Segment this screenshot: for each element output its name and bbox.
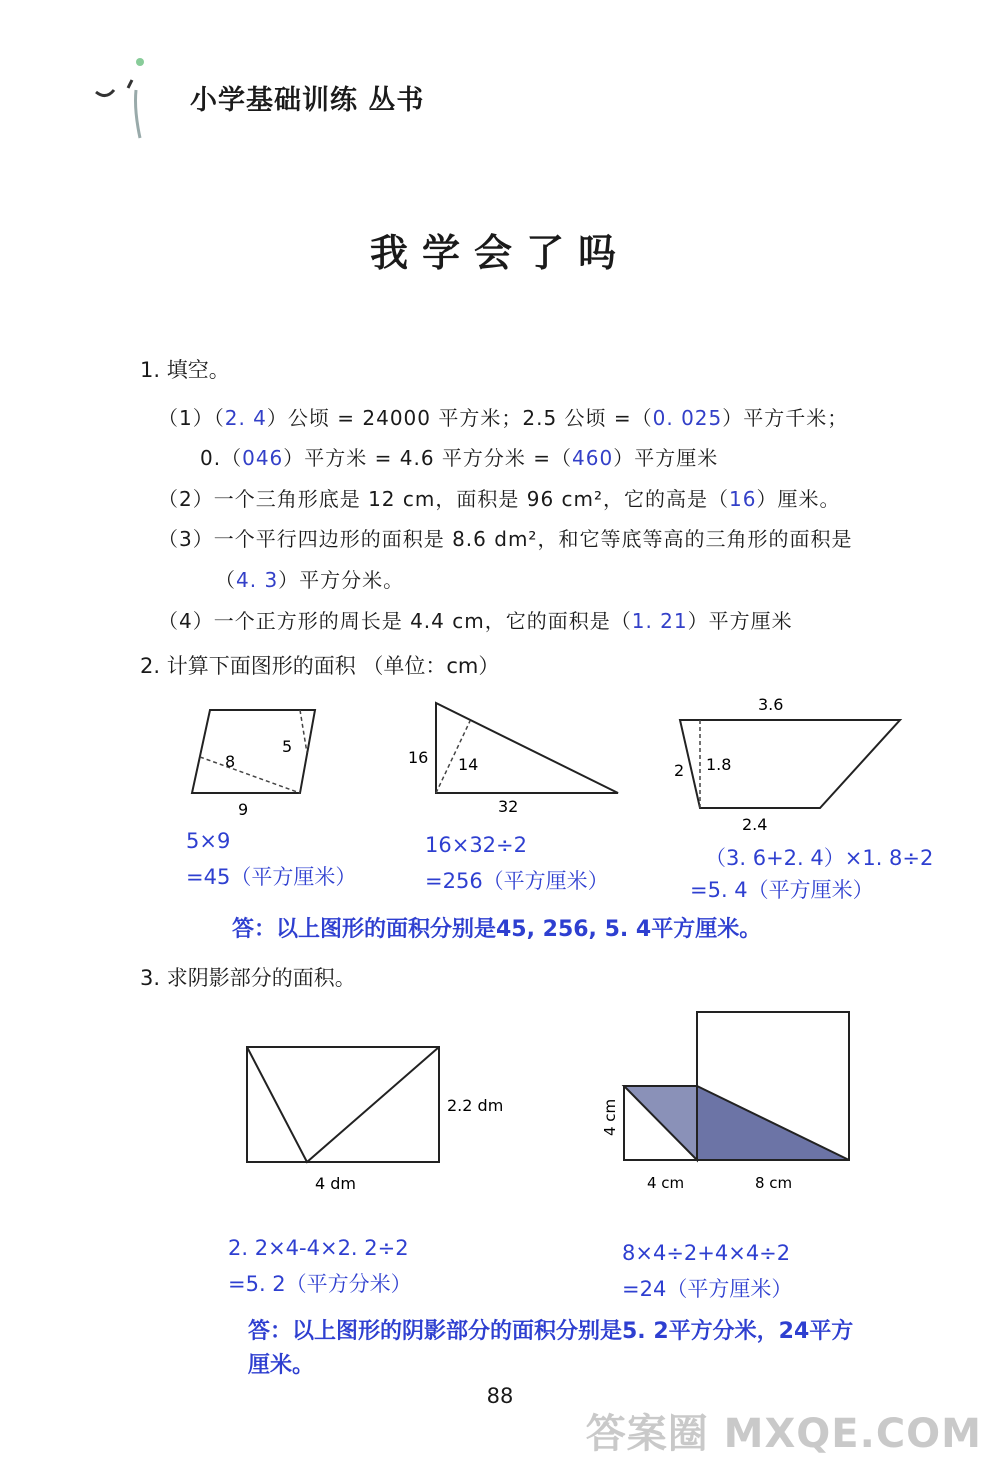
answer-blank: 0. 025 <box>652 406 723 430</box>
q2-calc-2-line-2: =256（平方厘米） <box>425 869 609 893</box>
q1-line-4: （3）一个平行四边形的面积是 8.6 dm²，和它等底等高的三角形的面积是 <box>158 527 853 551</box>
q1-line-2: 0.（046）平方米 = 4.6 平方分米 =（460）平方厘米 <box>200 446 719 470</box>
trapezoid-figure <box>660 690 910 840</box>
q2-calc-3-line-1: （3. 6+2. 4）×1. 8÷2 <box>705 846 934 870</box>
q2-answer: 答：以上图形的面积分别是45, 256, 5. 4平方厘米。 <box>232 917 762 942</box>
figA-width-label: 4 dm <box>315 1174 357 1193</box>
q2-calc-1-line-2: =45（平方厘米） <box>186 865 357 889</box>
page-number: 88 <box>486 1384 514 1408</box>
q3-answer-line-2: 厘米。 <box>248 1353 315 1378</box>
watermark: 答案圈 MXQE.COM <box>585 1411 982 1457</box>
answer-blank: 046 <box>242 446 284 470</box>
parallelogram-figure <box>180 695 340 825</box>
rectangle-shaded-figure <box>235 1035 525 1200</box>
fig1-label-5: 5 <box>282 737 293 756</box>
figB-width1-label: 4 cm <box>647 1174 685 1192</box>
q1-line-6: （4）一个正方形的周长是 4.4 cm，它的面积是（1. 21）平方厘米 <box>158 609 793 633</box>
answer-blank: 460 <box>572 446 614 470</box>
book-series-title: 小学基础训练 丛书 <box>190 85 425 116</box>
q3-calc-a-line-1: 2. 2×4-4×2. 2÷2 <box>228 1236 409 1260</box>
fig3-label-1.8: 1.8 <box>706 755 732 774</box>
q2-heading: 2. 计算下面图形的面积 （单位：cm） <box>140 654 500 678</box>
fig1-label-8: 8 <box>225 752 236 771</box>
q3-heading: 3. 求阴影部分的面积。 <box>140 966 356 990</box>
fig3-label-2: 2 <box>674 761 685 780</box>
answer-blank: 16 <box>729 487 757 511</box>
q2-calc-2-line-1: 16×32÷2 <box>425 833 527 857</box>
q1-line-3: （2）一个三角形底是 12 cm，面积是 96 cm²，它的高是（16）厘米。 <box>158 487 841 511</box>
fig2-label-14: 14 <box>458 755 479 774</box>
page-title: 我学会了吗 <box>369 230 630 275</box>
q1-line-1: （1）（2. 4）公顷 = 24000 平方米；2.5 公顷 =（0. 025）平方千米； <box>158 406 849 430</box>
fig1-label-9: 9 <box>238 800 249 819</box>
fig3-label-3.6: 3.6 <box>758 695 784 714</box>
answer-blank: 4. 3 <box>236 568 279 592</box>
answer-blank: 2. 4 <box>224 406 267 430</box>
book-series-logo <box>88 50 168 150</box>
q3-calc-b-line-1: 8×4÷2+4×4÷2 <box>622 1241 791 1265</box>
figB-height-label: 4 cm <box>601 1098 619 1136</box>
fig2-label-32: 32 <box>498 797 519 816</box>
answer-blank: 1. 21 <box>631 609 688 633</box>
q3-calc-b-line-2: =24（平方厘米） <box>622 1277 793 1301</box>
q2-calc-3-line-2: =5. 4（平方厘米） <box>690 878 874 902</box>
q1-heading: 1. 填空。 <box>140 358 230 382</box>
figB-width2-label: 8 cm <box>755 1174 793 1192</box>
q3-answer-line-1: 答：以上图形的阴影部分的面积分别是5. 2平方分米，24平方 <box>248 1319 854 1344</box>
square-triangle-shaded-figure <box>595 1008 865 1198</box>
fig3-label-2.4: 2.4 <box>742 815 768 834</box>
q2-calc-1-line-1: 5×9 <box>186 829 231 853</box>
q3-calc-a-line-2: =5. 2（平方分米） <box>228 1272 412 1296</box>
q1-line-5: （4. 3）平方分米。 <box>215 568 405 592</box>
figA-height-label: 2.2 dm <box>447 1096 504 1115</box>
right-triangle-figure <box>400 695 630 820</box>
fig2-label-16: 16 <box>408 748 429 767</box>
